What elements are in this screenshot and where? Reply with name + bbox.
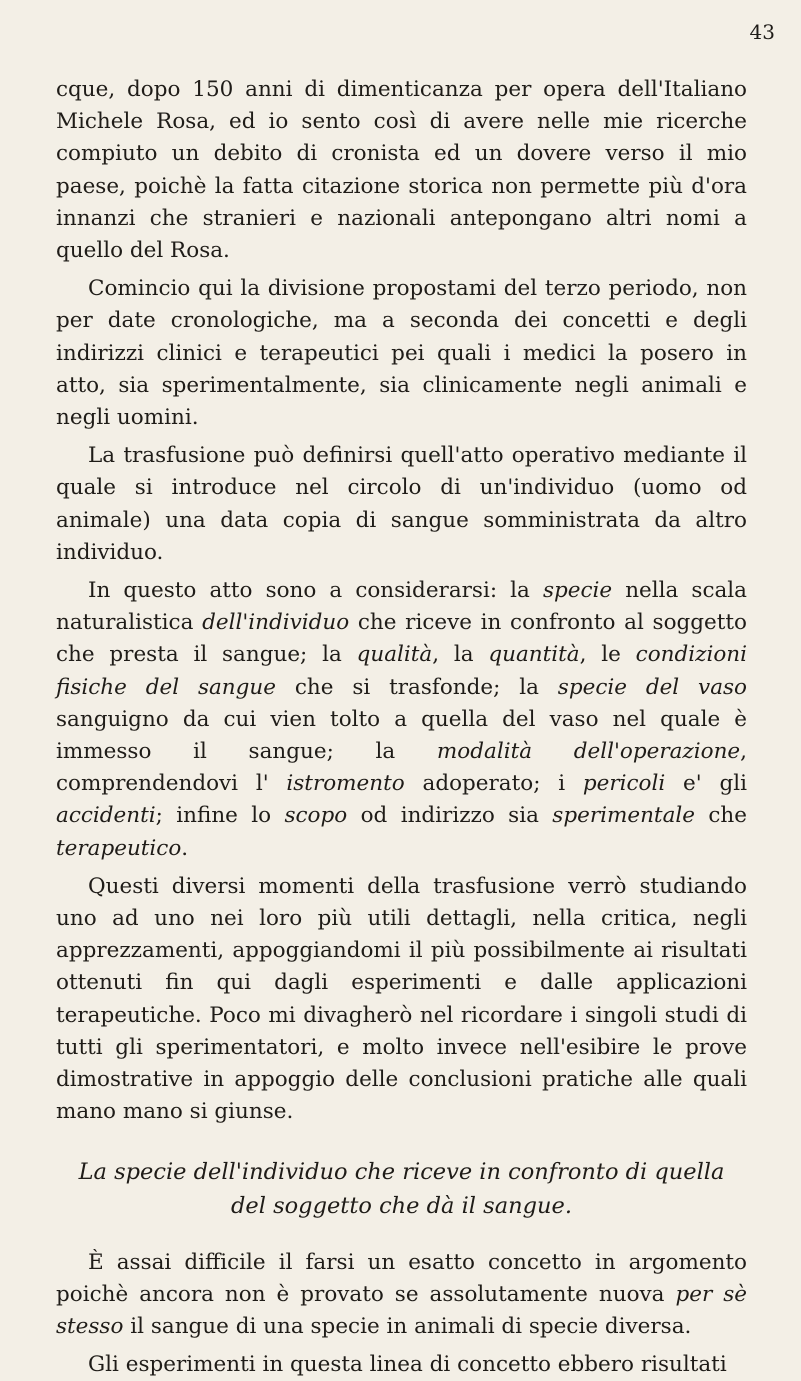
text-run: , la (432, 642, 489, 668)
text-run: , le (579, 642, 636, 668)
text-run: sanguigno da cui vien tolto a quella del vaso nel quale è immesso il sangue; la (56, 706, 747, 765)
text-run: Comincio qui la divisione propostami del terzo periodo, non per date cronologiche, ma a seconda dei concetti e degli indirizzi clinici e terapeutici pei quali i medici la posero in atto, sia sperimentalmente, sia clinicamente negli animali e negli uomini. (56, 276, 747, 431)
text-run: , comprendendovi l' (56, 739, 747, 797)
italic-text: scopo (284, 803, 348, 829)
text-run: il sangue di una specie in animali di specie diversa. (123, 1313, 692, 1339)
italic-text: condizioni fisiche del sangue (56, 642, 748, 700)
paragraph (56, 1349, 747, 1381)
paragraph (56, 440, 747, 569)
italic-text: specie (542, 578, 613, 604)
text-run: od indirizzo sia (347, 803, 553, 829)
paragraph (56, 74, 747, 267)
text-run: adoperato; i (404, 771, 583, 797)
text-run: In questo atto sono a considerarsi: la (88, 578, 543, 604)
body-text-after-heading (56, 1247, 747, 1381)
page-number: 43 (749, 20, 775, 44)
text-run: La trasfusione può definirsi quell'atto operativo mediante il quale si introduce nel circolo di un'individuo (uomo od animale) una data copia di sangue somministrata da altro individuo. (56, 443, 747, 565)
paragraph (56, 575, 747, 865)
italic-text: dell'individuo (202, 610, 350, 636)
italic-text: istromento (286, 771, 405, 797)
italic-text: terapeutico (56, 835, 182, 861)
text-run: ; infine lo (155, 803, 285, 829)
text-run: Gli esperimenti in questa linea di concetto ebbero risultati (88, 1352, 727, 1378)
text-run: che riceve in confronto al soggetto che presta il sangue; la (56, 610, 747, 668)
italic-text: quantità (488, 642, 580, 668)
body-text-before-heading (56, 74, 747, 1129)
italic-text: qualità (356, 642, 433, 668)
text-run: cque, dopo 150 anni di dimenticanza per opera dell'Italiano Michele Rosa, ed io sento così di avere nelle mie ricerche compiuto un debito di cronista ed un dovere verso il mio paese, poichè la fatta citazione storica non permette più d'ora innanzi che stranieri e nazionali antepongano altri nomi a quello del Rosa. (56, 77, 747, 264)
text-run: nella scala naturalistica (56, 578, 747, 636)
paragraph (56, 871, 747, 1129)
text-run: Questi diversi momenti della trasfusione verrò studiando uno ad uno nei loro più utili dettagli, nella critica, negli apprezzamenti, appoggiandomi il più possibilmente ai risultati ottenuti fin qui dagli esperimenti e dalle applicazioni terapeutiche. Poco mi divagherò nel ricordare i singoli studi di tutti gli sperimentatori, e molto invece nell'esibire le prove dimostrative in appoggio delle conclusioni pratiche alle quali mano mano si giunse. (56, 873, 747, 1125)
text-run: . (181, 835, 189, 861)
italic-text: specie del vaso (557, 674, 747, 700)
italic-text: modalità dell'operazione (436, 739, 741, 765)
section-heading: La specie dell'individuo che riceve in confronto di quella del soggetto che dà il sangue. (78, 1158, 725, 1219)
text-run: che (695, 803, 747, 829)
text-run: che si trasfonde; la (276, 674, 558, 700)
paragraph (56, 273, 747, 434)
italic-text: accidenti (56, 803, 156, 829)
paragraph (56, 1247, 747, 1344)
text-run: È assai difficile il farsi un esatto concetto in argomento poichè ancora non è provato se assolutamente nuova (56, 1249, 747, 1307)
text-run: e' gli (665, 771, 747, 797)
italic-text: pericoli (582, 771, 666, 797)
italic-text: per sè stesso (56, 1281, 747, 1339)
italic-text: sperimentale (552, 803, 695, 829)
